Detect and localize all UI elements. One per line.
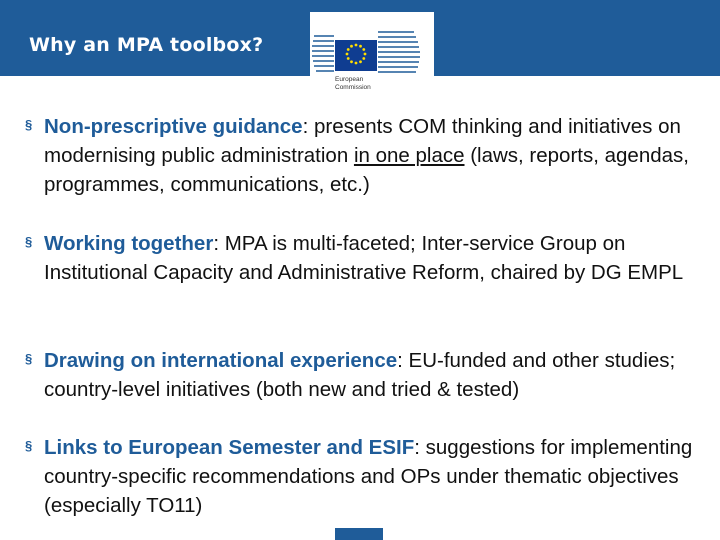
bullet-heading: Working together bbox=[44, 232, 214, 255]
bullet-text bbox=[44, 346, 714, 404]
bullet-body-end: (laws, reports, agendas, programmes, communications, etc.) bbox=[44, 144, 689, 196]
square-bullet-icon: § bbox=[25, 117, 33, 132]
bullet-heading: Links to European Semester and ESIF bbox=[44, 436, 415, 459]
footer-flag-strip bbox=[335, 528, 383, 540]
bullet-separator: : bbox=[414, 436, 426, 459]
bullet-body: presents COM thinking and initiatives on modernising public administration bbox=[44, 115, 681, 167]
european-commission-logo bbox=[310, 12, 434, 100]
bullet-heading: Drawing on international experience bbox=[44, 349, 398, 372]
square-bullet-icon: § bbox=[25, 234, 33, 249]
logo-line-european: European bbox=[335, 76, 364, 83]
bullet-heading: Non-prescriptive guidance bbox=[44, 115, 303, 138]
bullet-text bbox=[44, 229, 714, 287]
bullet-body: suggestions for implementing country-specific recommendations and OPs under thematic objectives (especially TO11) bbox=[44, 436, 693, 517]
bullet-body: MPA is multi-faceted; Inter-service Group on Institutional Capacity and Administrative Reform, chaired by DG EMPL bbox=[44, 232, 684, 284]
bullet-text bbox=[44, 433, 714, 520]
bullet-body: EU-funded and other studies; country-level initiatives (both new and tried & tested) bbox=[44, 349, 676, 401]
logo-text bbox=[335, 76, 371, 92]
logo-line-commission: Commission bbox=[335, 84, 371, 91]
bullet-separator: : bbox=[397, 349, 409, 372]
commission-building-icon bbox=[310, 12, 434, 76]
bullet-separator: : bbox=[302, 115, 314, 138]
bullet-separator: : bbox=[213, 232, 225, 255]
bullet-text bbox=[44, 112, 714, 199]
square-bullet-icon: § bbox=[25, 438, 33, 453]
bullet-underlined-text: in one place bbox=[353, 144, 465, 167]
square-bullet-icon: § bbox=[25, 351, 33, 366]
slide-title: Why an MPA toolbox? bbox=[29, 34, 264, 56]
